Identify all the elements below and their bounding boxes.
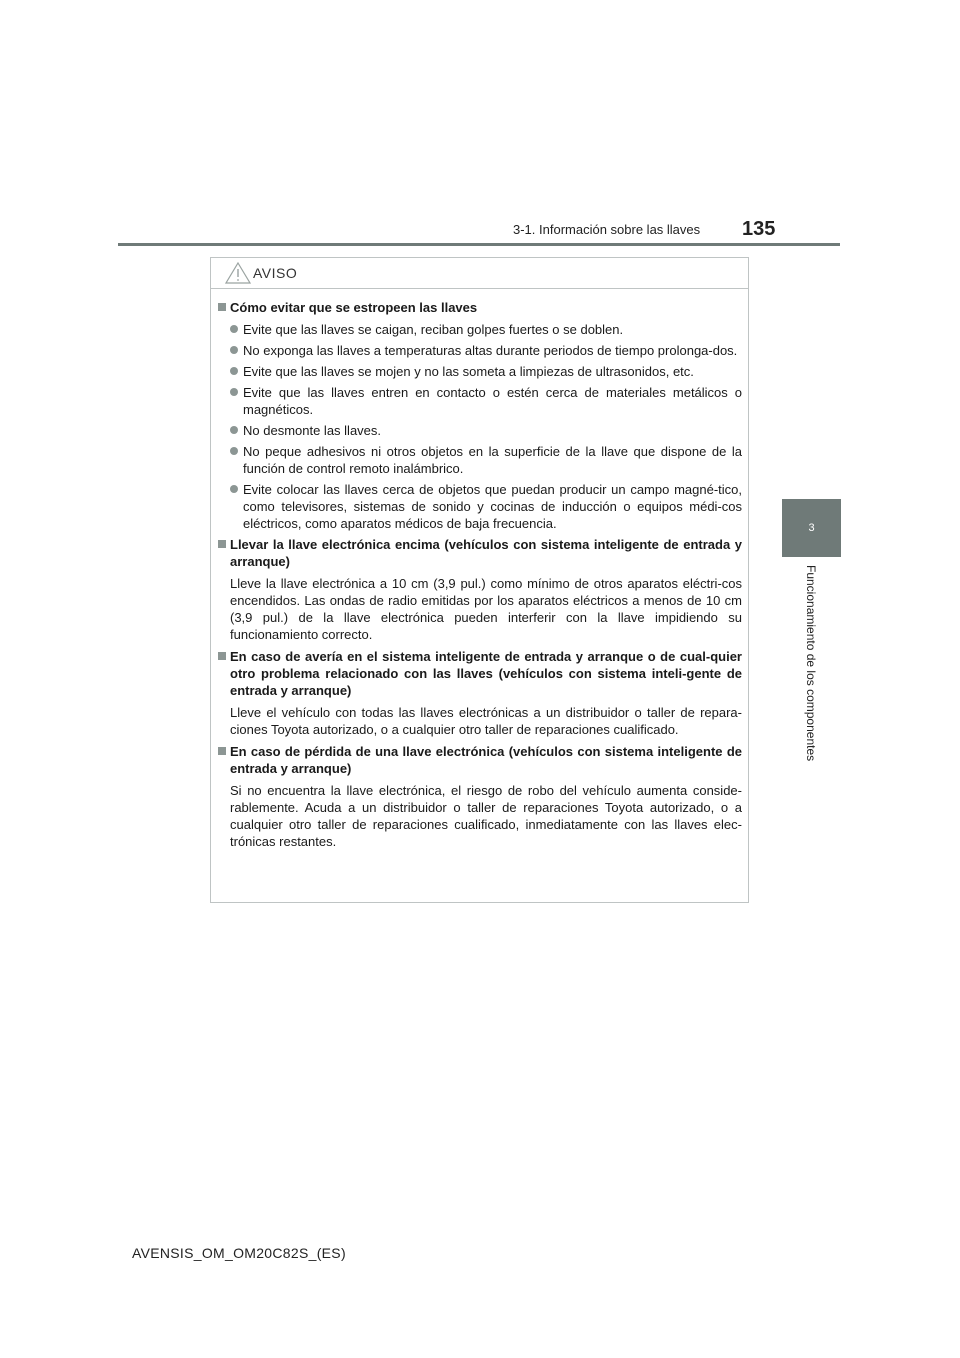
section-text: Si no encuentra la llave electrónica, el riesgo de robo del vehículo aumenta conside-rablemente. Acuda a un distribuidor o taller de reparaciones Toyota autorizado, o a cualquier otro taller de reparaciones cualificado, inmediatamente con las llaves elec-trónicas restantes. bbox=[230, 783, 742, 849]
list-item: No desmonte las llaves. bbox=[218, 422, 742, 439]
list-item: Evite que las llaves se caigan, reciban golpes fuertes o se doblen. bbox=[218, 321, 742, 338]
circle-bullet-icon bbox=[230, 447, 238, 455]
warning-triangle-icon bbox=[225, 262, 251, 284]
chapter-number: 3 bbox=[808, 522, 815, 534]
list-item: Evite colocar las llaves cerca de objetos que puedan producir un campo magné-tico, como televisores, sistemas de sonido y cocinas de inducción o equipos médi-cos eléctricos, como aparatos médicos de baja frecuencia. bbox=[218, 481, 742, 532]
section-heading: Cómo evitar que se estropeen las llaves bbox=[218, 299, 742, 316]
circle-bullet-icon bbox=[230, 325, 238, 333]
square-bullet-icon bbox=[218, 652, 226, 660]
circle-bullet-icon bbox=[230, 485, 238, 493]
square-bullet-icon bbox=[218, 303, 226, 311]
list-item: Evite que las llaves entren en contacto o estén cerca de materiales metálicos o magnéticos. bbox=[218, 384, 742, 418]
section-heading: En caso de avería en el sistema inteligente de entrada y arranque o de cual-quier otro problema relacionado con las llaves (vehículos con sistema inteli-gente de entrada y arranque) bbox=[218, 648, 742, 699]
warning-body bbox=[211, 289, 748, 850]
warning-title: AVISO bbox=[253, 265, 298, 281]
section-text: Lleve la llave electrónica a 10 cm (3,9 pul.) como mínimo de otros aparatos eléctri-cos encendidos. Las ondas de radio emitidas por los aparatos eléctricos a menos de 10 cm (3,9 pul.) de la llave electrónica pueden interferir con la llave impidiendo su funcionamiento correcto. bbox=[230, 576, 742, 642]
circle-bullet-icon bbox=[230, 426, 238, 434]
list-item: No exponga las llaves a temperaturas altas durante periodos de tiempo prolonga-dos. bbox=[218, 342, 742, 359]
circle-bullet-icon bbox=[230, 346, 238, 354]
section-header: 3-1. Información sobre las llaves bbox=[513, 222, 701, 237]
section-heading: Llevar la llave electrónica encima (vehículos con sistema inteligente de entrada y arranque) bbox=[218, 536, 742, 570]
list-item: Evite que las llaves se mojen y no las someta a limpiezas de ultrasonidos, etc. bbox=[218, 363, 742, 380]
square-bullet-icon bbox=[218, 540, 226, 548]
section-text: Lleve el vehículo con todas las llaves electrónicas a un distribuidor o taller de repara-ciones Toyota autorizado, o a cualquier otro taller de reparaciones cualificado. bbox=[230, 705, 742, 737]
page-number: 135 bbox=[742, 218, 776, 240]
warning-header bbox=[211, 258, 748, 289]
list-item: No peque adhesivos ni otros objetos en la superficie de la llave que dispone de la función de control remoto inalámbrico. bbox=[218, 443, 742, 477]
square-bullet-icon bbox=[218, 747, 226, 755]
chapter-tab bbox=[782, 499, 841, 557]
header-rule bbox=[118, 243, 840, 246]
circle-bullet-icon bbox=[230, 367, 238, 375]
warning-box bbox=[210, 257, 749, 903]
circle-bullet-icon bbox=[230, 388, 238, 396]
section-heading: En caso de pérdida de una llave electrónica (vehículos con sistema inteligente de entrada y arranque) bbox=[218, 743, 742, 777]
chapter-label: Funcionamiento de los componentes bbox=[804, 565, 818, 762]
document-code: AVENSIS_OM_OM20C82S_(ES) bbox=[132, 1245, 346, 1261]
